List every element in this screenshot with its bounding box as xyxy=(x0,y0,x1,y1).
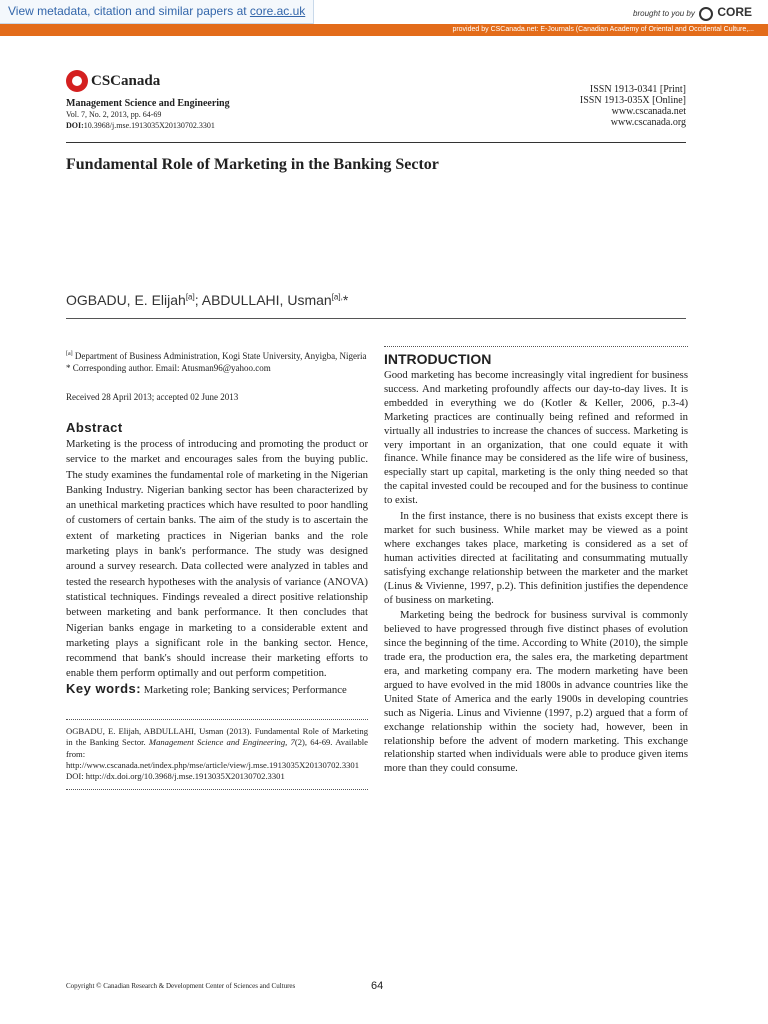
provided-by-text[interactable]: provided by CSCanada.net: E-Journals (Canadian Academy of Oriental and Occidental Culture,... xyxy=(452,26,754,33)
introduction-heading: INTRODUCTION xyxy=(384,346,688,367)
abstract-heading: Abstract xyxy=(66,420,123,435)
site-net-link[interactable]: www.cscanada.net xyxy=(611,106,686,117)
doi-line xyxy=(66,121,215,130)
right-column xyxy=(384,346,688,776)
affiliation-text: Department of Business Administration, Kogi State University, Anyigba, Nigeria xyxy=(72,351,367,361)
top-bar xyxy=(0,0,768,24)
provider-bar xyxy=(0,24,768,36)
volume-info: Vol. 7, No. 2, 2013, pp. 64-69 xyxy=(66,110,162,119)
page-number: 64 xyxy=(371,980,384,992)
received-dates: Received 28 April 2013; accepted 02 June 2013 xyxy=(66,392,239,402)
author-1: OGBADU, E. Elijah xyxy=(66,292,186,308)
citation-box xyxy=(66,719,368,790)
issn-print: ISSN 1913-0341 [Print] xyxy=(589,84,686,95)
author-1-affil: [a] xyxy=(185,292,195,302)
author-divider xyxy=(66,318,686,319)
site-org-link[interactable]: www.cscanada.org xyxy=(610,117,686,128)
journal-name: Management Science and Engineering xyxy=(66,98,230,109)
keywords-text: Marketing role; Banking services; Performance xyxy=(141,683,347,696)
affiliation xyxy=(66,348,368,362)
doi-value: 10.3968/j.mse.1913035X20130702.3301 xyxy=(83,121,215,130)
author-2-affil: [a], xyxy=(331,292,343,302)
left-column xyxy=(66,348,368,790)
author-line xyxy=(66,292,348,308)
keywords xyxy=(66,682,368,697)
core-logo-icon xyxy=(699,7,713,21)
publisher-name: CSCanada xyxy=(91,72,161,89)
author-2: ABDULLAHI, Usman xyxy=(201,292,332,308)
author-separator: ; xyxy=(194,292,202,308)
abstract-text: Marketing is the process of introducing and promoting the product or service to the market and encourages sales from the buying public. The study examines the fundamental role of marketing in the Nigerian Banking Industry. Nigerian banking sector has been characterized by an unethical marketing practices which have resulted to poor handling of customers of certain banks. The aim of the study is to ascertain the extent of marketing practices in Nigerian banks and the role marketing plays in bank's performance. The study was designed around a survey research. Data collected were analyzed in tables and tested the research hypotheses with the analysis of variance (ANOVA) statistical techniques. Findings revealed a direct positive relationship between marketing and bank performance. It then concludes that Nigerian banks engage in marketing to a considerable extent and marketing plays a significant role in the banking sector. Hence, recommend that bank's should increase their marketing efforts to enable them perform optimally and out perform competition. xyxy=(66,438,368,680)
header-divider xyxy=(66,142,686,143)
keywords-label: Key words: xyxy=(66,680,142,696)
doi-label: DOI: xyxy=(66,121,84,130)
brought-by-text: brought to you by xyxy=(633,9,695,18)
brought-to-you xyxy=(633,5,752,21)
core-site-link[interactable]: core.ac.uk xyxy=(249,4,306,18)
intro-paragraph-1: Good marketing has become increasingly vital ingredient for business success. And marketing profoundly affects our day-to-day lives. It is embedded in everything we do (Kotler & Keller, 2006, p.3-4) Marketing practices are continually being refined and reformed in virtually all industries to increase the chances of success. Marketing is very important in an organization, that one could equate it with finance. While finance may be considered as the life wire of business, especially start up capital, marketing is the only thing needed so that the capital invested could be recouped and for the business to continue to exist. xyxy=(384,369,688,507)
core-logo-text[interactable]: CORE xyxy=(717,5,752,19)
publisher-logo xyxy=(66,70,160,92)
affiliation-marker: [a] xyxy=(66,351,73,357)
citation-part-b[interactable]: (2), 64-69. Available from: http://www.cscanada.net/index.php/mse/article/view/j.mse.1913035X20130702.3301 DOI: http://dx.doi.org/10.3968/j.mse.1913035X20130702.3301 xyxy=(66,737,368,782)
issn-online: ISSN 1913-035X [Online] xyxy=(579,95,686,106)
article-title: Fundamental Role of Marketing in the Banking Sector xyxy=(66,156,439,173)
intro-paragraph-3: Marketing being the bedrock for business survival is commonly believed to have progressed through five distinct phases of evolution since the beginning of the time. According to White (2010), the simple trade era, the production era, the sales era, the marketing department era, and marketing company era. The modern marketing have been argued to have evolved in the mid 1800s in advance countries like the United State of America and the early 1900s in developing countries such as Nigeria. Linus and Vivienne (1997, p.2) argued that a form of exchange relationship within the society had, however, been in relationship before the advent of modern marketing. This exchange relationship started when individuals were able to produce given items more than they could consume. xyxy=(384,609,688,775)
issn-block xyxy=(580,84,686,128)
cscanada-logo-icon xyxy=(66,70,88,92)
intro-paragraph-2: In the first instance, there is no business that exists except there is market for such business. While market may be viewed as a point where exchanges takes place, marketing is considered as a set of human activities directed at facilitating and consummating mutually satisfying exchange relationship between the marketer and the market (Linus & Vivienne, 1997, p.2). This definition justifies the dependence of business on marketing. xyxy=(384,510,688,606)
citation-journal: Management Science and Engineering, 7 xyxy=(148,737,295,748)
copyright-footer: Copyright © Canadian Research & Development Center of Sciences and Cultures xyxy=(66,982,296,990)
citation-part-a: OGBADU, E. Elijah, ABDULLAHI, Usman (2013). Fundamental Role of Marketing in the Banking Sector. xyxy=(66,725,368,748)
meta-link-prefix: View metadata, citation and similar papers at xyxy=(8,4,250,18)
corresponding-star: * xyxy=(342,292,349,308)
view-metadata-link[interactable] xyxy=(0,0,314,24)
corresponding-author: * Corresponding author. Email: Atusman96@yahoo.com xyxy=(66,363,271,373)
